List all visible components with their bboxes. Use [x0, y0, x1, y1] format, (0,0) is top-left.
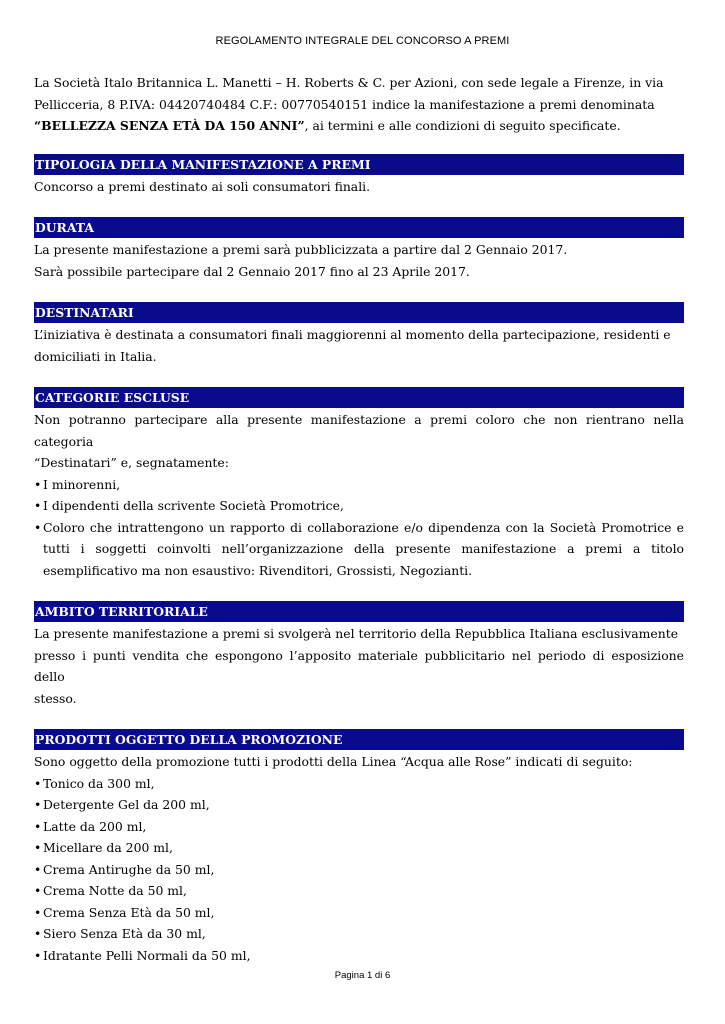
ambito-line-3: stesso. [34, 690, 77, 706]
contest-name: “BELLEZZA SENZA ETÀ DA 150 ANNI” [34, 118, 305, 133]
section-tipologia [34, 154, 684, 198]
intro-line-2: Pellicceria, 8 P.IVA: 04420740484 C.F.: 00770540151 indice la manifestazione a premi denominata [34, 96, 655, 112]
page-number: Pagina 1 di 6 [334, 970, 391, 981]
section-heading-prodotti: PRODOTTI OGGETTO DELLA PROMOZIONE [34, 729, 684, 750]
section-heading-categorie-escluse: CATEGORIE ESCLUSE [34, 387, 684, 408]
section-heading-destinatari: DESTINATARI [34, 302, 684, 323]
list-item: • Idratante Pelli Normali da 50 ml, [34, 945, 684, 967]
document-body [34, 72, 684, 986]
page-header-title: REGOLAMENTO INTEGRALE DEL CONCORSO A PREMI [215, 35, 510, 47]
list-item: • Detergente Gel da 200 ml, [34, 794, 684, 816]
destinatari-line-1: L’iniziativa è destinata a consumatori finali maggiorenni al momento della partecipazione, residenti e [34, 327, 671, 342]
list-item: • I dipendenti della scrivente Società Promotrice, [34, 495, 684, 517]
section-prodotti [34, 729, 684, 966]
section-heading-ambito-territoriale: AMBITO TERRITORIALE [34, 601, 684, 622]
intro-line-3 [34, 115, 684, 137]
categorie-line-2: “Destinatari” e, segnatamente: [34, 455, 229, 470]
list-item: • Micellare da 200 ml, [34, 837, 684, 859]
section-categorie-escluse [34, 387, 684, 581]
categorie-line-1: Non potranno partecipare alla presente manifestazione a premi coloro che non rientrano nella categoria [34, 412, 684, 449]
ambito-line-1: La presente manifestazione a premi si svolgerà nel territorio della Repubblica Italiana esclusivamente [34, 626, 679, 641]
list-item: • Crema Antirughe da 50 ml, [34, 859, 684, 881]
list-item: • Crema Notte da 50 ml, [34, 880, 684, 902]
list-item: • Crema Senza Età da 50 ml, [34, 902, 684, 924]
prodotti-bullet-list [34, 773, 684, 967]
list-item: • Coloro che intrattengono un rapporto di collaborazione e/o dipendenza con la Società Promotrice e tutti i soggetti coinvolti nell’organizzazione della presente manifestazione a premi a titolo esemplificativo ma non esaustivo: Rivenditori, Grossisti, Negozianti. [34, 517, 684, 582]
prodotti-text: Sono oggetto della promozione tutti i prodotti della Linea “Acqua alle Rose” indicati di seguito: [34, 754, 633, 769]
section-heading-durata: DURATA [34, 217, 684, 238]
intro-line-1: La Società Italo Britannica L. Manetti – H. Roberts & C. per Azioni, con sede legale a Firenze, in via [34, 75, 664, 90]
list-item: • Tonico da 300 ml, [34, 773, 684, 795]
list-item: • Latte da 200 ml, [34, 816, 684, 838]
section-durata [34, 217, 684, 282]
list-item: • I minorenni, [34, 474, 684, 496]
ambito-line-2: presso i punti vendita che espongono l’apposito materiale pubblicitario nel periodo di esposizione dello [34, 647, 684, 684]
section-heading-tipologia: TIPOLOGIA DELLA MANIFESTAZIONE A PREMI [34, 154, 684, 175]
intro-line-3-rest: , ai termini e alle condizioni di seguito specificate. [304, 118, 621, 133]
categorie-bullet-list [34, 474, 684, 582]
destinatari-line-2: domiciliati in Italia. [34, 348, 157, 364]
section-ambito-territoriale [34, 601, 684, 709]
tipologia-text: Concorso a premi destinato ai soli consumatori finali. [34, 178, 371, 194]
durata-line-1: La presente manifestazione a premi sarà pubblicizzata a partire dal 2 Gennaio 2017. [34, 242, 568, 257]
list-item: • Siero Senza Età da 30 ml, [34, 923, 684, 945]
intro-paragraph [34, 72, 684, 137]
section-destinatari [34, 302, 684, 367]
durata-line-2: Sarà possibile partecipare dal 2 Gennaio 2017 fino al 23 Aprile 2017. [34, 263, 470, 279]
